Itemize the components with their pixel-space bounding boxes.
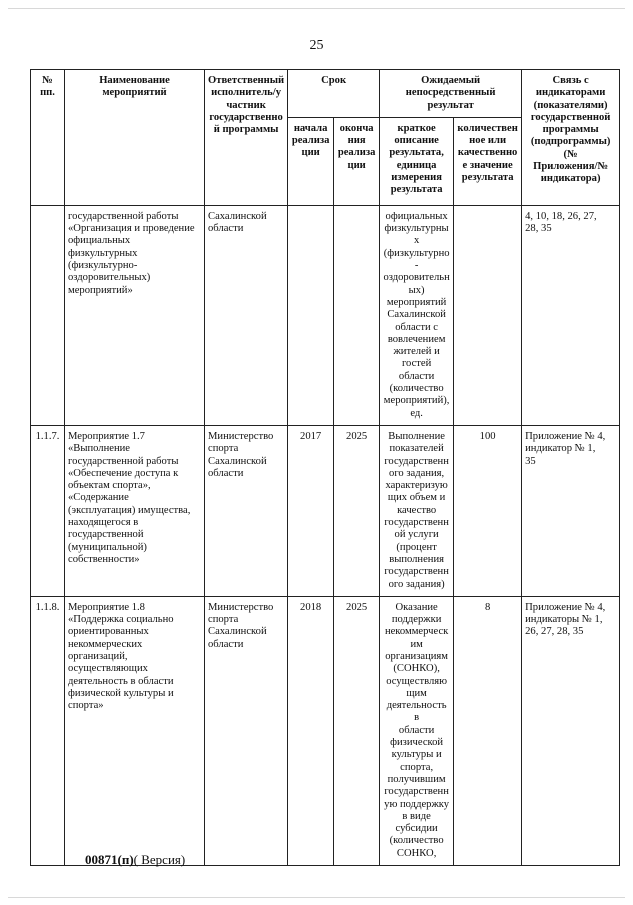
start-year-cell: 2018 [288,596,334,865]
result-value-cell: 100 [454,425,522,596]
indicator-link-cell: 4, 10, 18, 26, 27, 28, 35 [522,205,620,425]
col-header-expected: Ожидаемый непосредственный результат [380,70,522,118]
end-year-cell: 2025 [334,425,380,596]
row-number-cell: 1.1.7. [31,425,65,596]
start-year-cell: 2017 [288,425,334,596]
indicator-link-cell: Приложение № 4, индикаторы № 1, 26, 27, 28, 35 [522,596,620,865]
col-header-num: № пп. [31,70,65,206]
document-code: 00871(п) [85,852,134,867]
table-row [31,205,620,425]
measure-name-cell: Мероприятие 1.7 «Выполнение государственной работы «Обеспечение доступа к объектам спорта», «Содержание (эксплуатация) имущества, находящегося в государственной (муниципальной) собственности» [65,425,205,596]
end-year-cell: 2025 [334,596,380,865]
result-value-cell [454,205,522,425]
result-description-cell: Оказание поддержки некоммерческ им организациям (СОНКО), осуществляю щим деятельность в области физической культуры и спорта, получившим государственн ую поддержку в виде субсидии (количество СОНКО, [380,596,454,865]
col-header-responsible: Ответственный исполнитель/у частник государственно й программы [205,70,288,206]
document-footer [85,852,185,868]
measures-table [30,69,620,866]
responsible-executor-cell: Сахалинской области [205,205,288,425]
table-row [31,596,620,865]
col-header-exp-value: количествен ное или качественно е значение результата [454,117,522,205]
indicator-link-cell: Приложение № 4, индикатор № 1, 35 [522,425,620,596]
start-year-cell [288,205,334,425]
end-year-cell [334,205,380,425]
col-header-name: Наименование мероприятий [65,70,205,206]
responsible-executor-cell: Министерство спорта Сахалинской области [205,596,288,865]
col-header-link: Связь с индикаторами (показателями) государственной программы (подпрограммы) (№ Приложения/№ индикатора) [522,70,620,206]
result-value-cell: 8 [454,596,522,865]
row-number-cell: 1.1.8. [31,596,65,865]
col-header-term-end: оконча ния реализа ции [334,117,380,205]
header-row-1 [31,70,620,118]
measure-name-cell: Мероприятие 1.8 «Поддержка социально ориентированных некоммерческих организаций, осуществляющих деятельность в области физической культуры и спорта» [65,596,205,865]
scan-top-edge [8,8,625,9]
scan-bottom-edge [8,897,625,898]
responsible-executor-cell: Министерство спорта Сахалинской области [205,425,288,596]
result-description-cell: Выполнение показателей государственн ого задания, характеризую щих объем и качество государственн ой услуги (процент выполнения государственн ого задания) [380,425,454,596]
col-header-term: Срок [288,70,380,118]
page-number: 25 [309,38,324,53]
result-description-cell: официальных физкультурны х (физкультурно - оздоровительн ых) мероприятий Сахалинской области с вовлечением жителей и гостей области (количество мероприятий), ед. [380,205,454,425]
table-row [31,425,620,596]
col-header-exp-description: краткое описание результата, единица измерения результата [380,117,454,205]
document-version: ( Версия) [133,852,186,867]
measure-name-cell: государственной работы «Организация и проведение официальных физкультурных (физкультурно- оздоровительных) мероприятий» [65,205,205,425]
row-number-cell [31,205,65,425]
col-header-term-start: начала реализа ции [288,117,334,205]
